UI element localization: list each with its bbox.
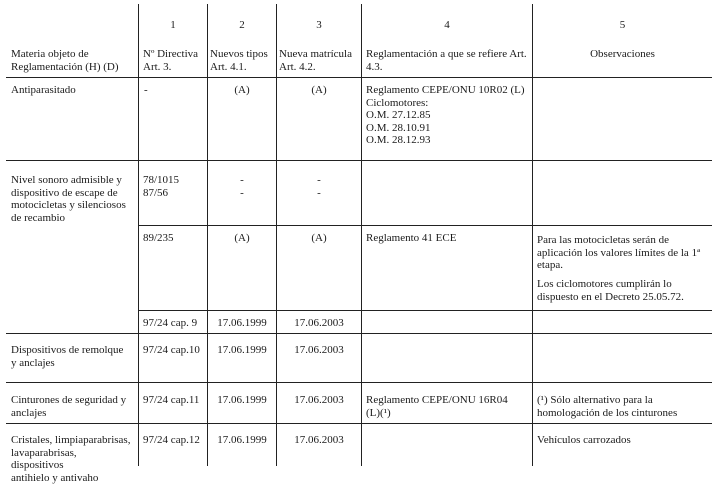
row-remolque-matricula: 17.06.2003 [294,344,344,356]
row-divider [6,423,712,424]
header-nueva-matricula: Nueva matrícula Art. 4.2. [279,48,352,73]
column-number-2: 2 [239,19,245,31]
column-number-3: 3 [316,19,322,31]
row-nivel-sonoro-matricula-3: 17.06.2003 [294,317,344,329]
row-cinturones-observaciones: (¹) Sólo alternativo para la homologación de los cinturones [537,394,678,419]
row-antiparasitado-materia: Antiparasitado [11,84,76,96]
row-antiparasitado-matricula: (A) [311,84,327,96]
header-materia: Materia objeto de Reglamentación (H) (D) [11,48,119,73]
row-divider [6,77,712,78]
row-nivel-sonoro-observaciones-2: Los ciclomotores cumplirán lo dispuesto en el Decreto 25.05.72. [537,278,684,303]
row-nivel-sonoro-directiva-2: 89/235 [143,232,174,244]
regulation-table [6,4,712,484]
row-antiparasitado-directiva: - [144,84,148,96]
header-observaciones: Observaciones [590,48,655,60]
row-cristales-nuevos: 17.06.1999 [217,434,267,446]
column-number-4: 4 [444,19,450,31]
row-nivel-sonoro-nuevos-3: 17.06.1999 [217,317,267,329]
column-number-5: 5 [619,19,626,31]
header-nuevos-tipos: Nuevos tipos Art. 4.1. [210,48,268,73]
row-cristales-materia: Cristales, limpiaparabrisas, lavaparabrisas, dispositivos antihielo y antivaho [11,434,131,484]
column-divider [138,4,139,466]
row-divider [138,225,712,226]
row-cristales-matricula: 17.06.2003 [294,434,344,446]
row-remolque-materia: Dispositivos de remolque y anclajes [11,344,124,369]
row-remolque-directiva: 97/24 cap.10 [143,344,200,356]
row-nivel-sonoro-nuevos-1: - - [240,174,244,199]
row-nivel-sonoro-directiva-1: 78/1015 87/56 [143,174,180,199]
row-nivel-sonoro-nuevos-2: (A) [234,232,250,244]
row-cristales-directiva: 97/24 cap.12 [143,434,200,446]
row-divider [6,333,712,334]
row-nivel-sonoro-matricula-2: (A) [311,232,327,244]
row-cinturones-materia: Cinturones de seguridad y anclajes [11,394,127,419]
row-cinturones-directiva: 97/24 cap.11 [143,394,200,406]
row-cristales-observaciones: Vehículos carrozados [537,434,631,446]
row-divider [138,310,712,311]
row-nivel-sonoro-reglamentacion: Reglamento 41 ECE [366,232,457,244]
header-reglamentacion: Reglamentación a que se refiere Art. 4.3. [366,48,527,73]
row-cinturones-matricula: 17.06.2003 [294,394,344,406]
row-nivel-sonoro-directiva-3: 97/24 cap. 9 [143,317,198,329]
header-directiva: Nº Directiva Art. 3. [143,48,199,73]
row-antiparasitado-nuevos: (A) [234,84,250,96]
row-remolque-nuevos: 17.06.1999 [217,344,267,356]
column-number-1: 1 [170,19,176,31]
row-cinturones-reglamentacion: Reglamento CEPE/ONU 16R04 (L)(¹) [366,394,508,419]
row-divider [6,382,712,383]
row-nivel-sonoro-materia: Nivel sonoro admisible y dispositivo de escape de motocicletas y silenciosos de recambio [11,174,126,224]
row-antiparasitado-reglamentacion: Reglamento CEPE/ONU 10R02 (L) Ciclomotores: O.M. 27.12.85 O.M. 28.10.91 O.M. 28.12.93 [366,84,525,147]
row-nivel-sonoro-observaciones-1: Para las motocicletas serán de aplicación los valores límites de la 1ª etapa. [537,234,701,272]
row-divider [6,160,712,161]
row-cinturones-nuevos: 17.06.1999 [217,394,267,406]
column-divider [361,4,362,466]
row-nivel-sonoro-matricula-1: - - [317,174,321,199]
column-divider [532,4,533,466]
